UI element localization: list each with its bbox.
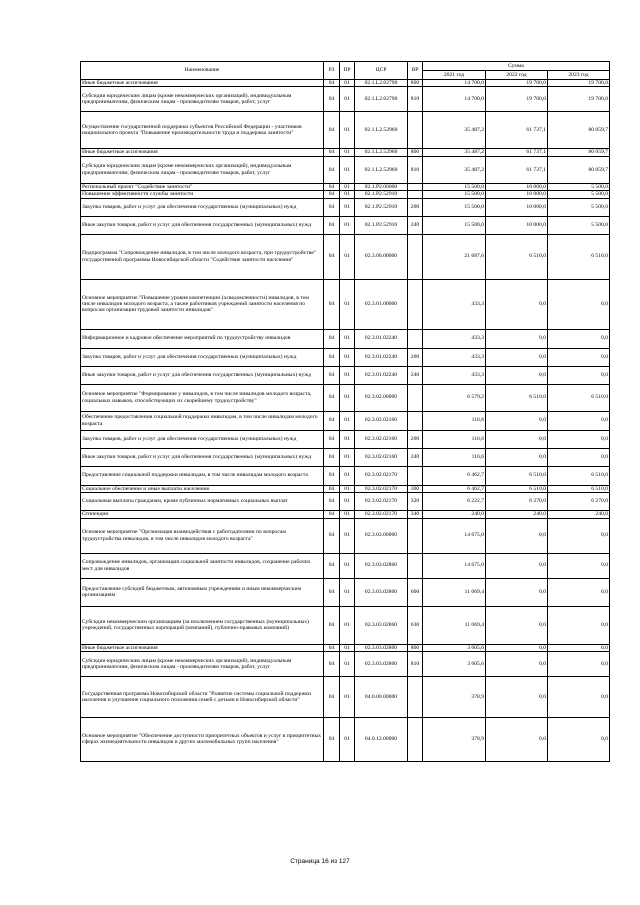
table-row bbox=[81, 651, 610, 676]
table-row bbox=[81, 578, 610, 606]
cell-vr: 600 bbox=[408, 578, 423, 606]
cell-pr: 01 bbox=[340, 80, 355, 87]
table-row bbox=[81, 183, 610, 190]
cell-vr: 800 bbox=[408, 80, 423, 87]
cell-vr bbox=[408, 191, 423, 198]
cell-pr: 01 bbox=[340, 717, 355, 761]
cell-rz: 04 bbox=[324, 511, 340, 518]
cell-vr: 200 bbox=[408, 430, 423, 448]
cell-2022: 10 000,0 bbox=[486, 216, 548, 234]
cell-vr: 810 bbox=[408, 651, 423, 676]
cell-name: Иные закупки товаров, работ и услуг для обеспечения государственных (муниципальных) нужд bbox=[81, 366, 324, 384]
cell-csr: 02.1.P2.00000 bbox=[355, 183, 408, 190]
cell-rz: 04 bbox=[324, 644, 340, 651]
cell-2023: 0,0 bbox=[548, 448, 610, 466]
cell-pr: 01 bbox=[340, 606, 355, 644]
cell-2021: 15 500,0 bbox=[423, 216, 486, 234]
cell-rz: 04 bbox=[324, 717, 340, 761]
cell-pr: 01 bbox=[340, 448, 355, 466]
cell-vr: 200 bbox=[408, 198, 423, 216]
cell-2023: 0,0 bbox=[548, 329, 610, 348]
cell-name: Основное мероприятие "Организация взаимодействия с работодателями по вопросам трудоустройства инвалидов, в том числе инвалидов молодого возраста" bbox=[81, 518, 324, 553]
cell-pr: 01 bbox=[340, 466, 355, 485]
cell-vr bbox=[408, 553, 423, 578]
cell-csr: 02.3.01.02240 bbox=[355, 348, 408, 366]
table-row bbox=[81, 149, 610, 156]
cell-2022: 6 510,0 bbox=[486, 234, 548, 279]
cell-2021: 14 700,0 bbox=[423, 80, 486, 87]
cell-2021: 35 487,2 bbox=[423, 156, 486, 183]
cell-csr: 02.3.02.02170 bbox=[355, 485, 408, 492]
cell-csr: 04.0.12.00000 bbox=[355, 717, 408, 761]
cell-vr bbox=[408, 717, 423, 761]
cell-2021: 240,0 bbox=[423, 511, 486, 518]
cell-2022: 61 737,1 bbox=[486, 149, 548, 156]
cell-2023: 80 059,7 bbox=[548, 156, 610, 183]
page-number: Страница 16 из 127 bbox=[290, 858, 350, 865]
cell-2021: 3 605,6 bbox=[423, 644, 486, 651]
cell-2023: 80 059,7 bbox=[548, 112, 610, 149]
cell-rz: 04 bbox=[324, 553, 340, 578]
cell-csr: 02.3.02.00000 bbox=[355, 384, 408, 411]
cell-2023: 0,0 bbox=[548, 578, 610, 606]
cell-2021: 15 500,0 bbox=[423, 183, 486, 190]
header-year-2022: 2022 год bbox=[486, 71, 548, 80]
cell-csr: 02.3.03.02860 bbox=[355, 553, 408, 578]
cell-2021: 11 069,4 bbox=[423, 578, 486, 606]
table-row bbox=[81, 493, 610, 511]
cell-csr: 02.3.03.02860 bbox=[355, 644, 408, 651]
cell-rz: 04 bbox=[324, 80, 340, 87]
cell-name: Иные закупки товаров, работ и услуг для обеспечения государственных (муниципальных) нужд bbox=[81, 216, 324, 234]
cell-2023: 0,0 bbox=[548, 430, 610, 448]
cell-csr: 02.1.L2.02790 bbox=[355, 87, 408, 112]
cell-rz: 04 bbox=[324, 578, 340, 606]
table-row bbox=[81, 676, 610, 717]
cell-2023: 6 270,0 bbox=[548, 493, 610, 511]
cell-2021: 433,3 bbox=[423, 329, 486, 348]
cell-2022: 0,0 bbox=[486, 366, 548, 384]
cell-csr: 02.3.01.02240 bbox=[355, 329, 408, 348]
cell-name: Иные бюджетные ассигнования bbox=[81, 644, 324, 651]
cell-2023: 0,0 bbox=[548, 348, 610, 366]
cell-2023: 0,0 bbox=[548, 676, 610, 717]
cell-name: Государственная программа Новосибирской области "Развитие системы социальной поддержки населения и улучшение социального положения семей с детьми в Новосибирской области" bbox=[81, 676, 324, 717]
cell-2022: 0,0 bbox=[486, 578, 548, 606]
cell-name: Субсидии юридическим лицам (кроме некоммерческих организаций), индивидуальным предпринимателям, физическим лицам - производителям товаров, работ, услуг bbox=[81, 156, 324, 183]
cell-rz: 04 bbox=[324, 87, 340, 112]
cell-csr: 02.3.03.02860 bbox=[355, 651, 408, 676]
cell-rz: 04 bbox=[324, 466, 340, 485]
cell-2022: 61 737,1 bbox=[486, 112, 548, 149]
cell-2023: 5 500,0 bbox=[548, 198, 610, 216]
cell-rz: 04 bbox=[324, 493, 340, 511]
table-row bbox=[81, 466, 610, 485]
cell-vr: 320 bbox=[408, 493, 423, 511]
budget-table bbox=[80, 61, 610, 762]
cell-2022: 10 000,0 bbox=[486, 191, 548, 198]
table-row bbox=[81, 191, 610, 198]
cell-vr bbox=[408, 466, 423, 485]
cell-rz: 04 bbox=[324, 366, 340, 384]
cell-2022: 6 510,0 bbox=[486, 485, 548, 492]
cell-name: Информационное и кадровое обеспечение мероприятий по трудоустройству инвалидов bbox=[81, 329, 324, 348]
cell-pr: 01 bbox=[340, 156, 355, 183]
cell-2023: 5 500,0 bbox=[548, 216, 610, 234]
cell-name: Повышение эффективности службы занятости bbox=[81, 191, 324, 198]
cell-csr: 02.1.L2.52960 bbox=[355, 156, 408, 183]
table-row bbox=[81, 644, 610, 651]
table-row bbox=[81, 606, 610, 644]
cell-2023: 6 510,0 bbox=[548, 234, 610, 279]
cell-2021: 116,6 bbox=[423, 448, 486, 466]
cell-pr: 01 bbox=[340, 485, 355, 492]
cell-pr: 01 bbox=[340, 87, 355, 112]
cell-2023: 0,0 bbox=[548, 279, 610, 329]
cell-name: Основное мероприятие "Формирование у инвалидов, в том числе инвалидов молодого возраста, социальных навыков, способствующих их скорейшему трудоустройству" bbox=[81, 384, 324, 411]
cell-name: Сопровождение инвалидов, организация социальной занятости инвалидов, сохранение рабочих мест для инвалидов bbox=[81, 553, 324, 578]
table-row bbox=[81, 485, 610, 492]
cell-csr: 02.1.P2.52910 bbox=[355, 191, 408, 198]
cell-pr: 01 bbox=[340, 430, 355, 448]
table-row bbox=[81, 717, 610, 761]
cell-name: Обеспечение предоставления социальной поддержки инвалидам, в том числе инвалидам молодого возраста bbox=[81, 411, 324, 430]
cell-pr: 01 bbox=[340, 366, 355, 384]
header-csr: ЦСР bbox=[355, 62, 408, 80]
cell-rz: 04 bbox=[324, 234, 340, 279]
cell-vr bbox=[408, 384, 423, 411]
cell-pr: 01 bbox=[340, 183, 355, 190]
header-vr: ВР bbox=[408, 62, 423, 80]
cell-pr: 01 bbox=[340, 348, 355, 366]
cell-2022: 0,0 bbox=[486, 651, 548, 676]
cell-rz: 04 bbox=[324, 329, 340, 348]
cell-name: Социальные выплаты гражданам, кроме публичных нормативных социальных выплат bbox=[81, 493, 324, 511]
cell-csr: 02.3.00.00000 bbox=[355, 234, 408, 279]
cell-vr: 810 bbox=[408, 156, 423, 183]
cell-csr: 02.3.02.02170 bbox=[355, 511, 408, 518]
cell-2021: 14 700,0 bbox=[423, 87, 486, 112]
cell-csr: 02.1.P2.52910 bbox=[355, 198, 408, 216]
cell-2023: 19 700,0 bbox=[548, 87, 610, 112]
cell-pr: 01 bbox=[340, 149, 355, 156]
cell-2022: 0,0 bbox=[486, 553, 548, 578]
cell-pr: 01 bbox=[340, 329, 355, 348]
cell-rz: 04 bbox=[324, 191, 340, 198]
cell-2021: 15 500,0 bbox=[423, 198, 486, 216]
table-row bbox=[81, 430, 610, 448]
cell-pr: 01 bbox=[340, 578, 355, 606]
cell-2021: 35 487,2 bbox=[423, 149, 486, 156]
cell-csr: 02.1.L2.52960 bbox=[355, 112, 408, 149]
cell-2021: 116,6 bbox=[423, 430, 486, 448]
cell-rz: 04 bbox=[324, 518, 340, 553]
cell-name: Предоставление субсидий бюджетным, автономным учреждениям и иным некоммерческим организациям bbox=[81, 578, 324, 606]
table-row bbox=[81, 112, 610, 149]
cell-rz: 04 bbox=[324, 676, 340, 717]
cell-vr bbox=[408, 329, 423, 348]
cell-2021: 6 222,7 bbox=[423, 493, 486, 511]
table-row bbox=[81, 156, 610, 183]
cell-name: Иные бюджетные ассигнования bbox=[81, 149, 324, 156]
cell-2023: 6 510,0 bbox=[548, 384, 610, 411]
header-rz: РЗ bbox=[324, 62, 340, 80]
table-row bbox=[81, 384, 610, 411]
table-row bbox=[81, 448, 610, 466]
cell-rz: 04 bbox=[324, 216, 340, 234]
cell-2022: 10 000,0 bbox=[486, 198, 548, 216]
cell-pr: 01 bbox=[340, 216, 355, 234]
cell-name: Стипендии bbox=[81, 511, 324, 518]
cell-pr: 01 bbox=[340, 511, 355, 518]
cell-2021: 14 675,0 bbox=[423, 553, 486, 578]
cell-csr: 02.3.02.02170 bbox=[355, 466, 408, 485]
cell-vr: 240 bbox=[408, 366, 423, 384]
cell-pr: 01 bbox=[340, 279, 355, 329]
cell-2022: 0,0 bbox=[486, 448, 548, 466]
cell-name: Региональный проект "Содействие занятости" bbox=[81, 183, 324, 190]
cell-csr: 02.3.02.02160 bbox=[355, 411, 408, 430]
table-row bbox=[81, 80, 610, 87]
cell-pr: 01 bbox=[340, 384, 355, 411]
cell-2021: 21 687,6 bbox=[423, 234, 486, 279]
cell-2023: 0,0 bbox=[548, 644, 610, 651]
cell-2022: 0,0 bbox=[486, 644, 548, 651]
cell-vr bbox=[408, 411, 423, 430]
cell-name: Подпрограмма "Сопровождение инвалидов, в том числе молодого возраста, при трудоустройстве" государственной программы Новосибирской области "Содействие занятости населения" bbox=[81, 234, 324, 279]
cell-name: Предоставление социальной поддержки инвалидам, в том числе инвалидам молодого возраста bbox=[81, 466, 324, 485]
cell-csr: 02.3.03.02860 bbox=[355, 578, 408, 606]
cell-2022: 19 700,0 bbox=[486, 87, 548, 112]
cell-rz: 04 bbox=[324, 485, 340, 492]
header-sums: Сумма bbox=[423, 62, 610, 71]
cell-2023: 19 700,0 bbox=[548, 80, 610, 87]
table-row bbox=[81, 329, 610, 348]
cell-pr: 01 bbox=[340, 198, 355, 216]
table-row bbox=[81, 348, 610, 366]
table-row bbox=[81, 279, 610, 329]
cell-csr: 02.3.02.02160 bbox=[355, 448, 408, 466]
header-year-2023: 2023 год bbox=[548, 71, 610, 80]
header-pr: ПР bbox=[340, 62, 355, 80]
cell-name: Основное мероприятие "Повышение уровня компетенции (осведомленности) инвалидов, в том числе инвалидов молодого возраста, а также работников учреждений занятости населения по вопросам организации трудовой занятости инвалидов" bbox=[81, 279, 324, 329]
cell-csr: 02.1.L2.52960 bbox=[355, 149, 408, 156]
cell-csr: 02.1.P2.52910 bbox=[355, 216, 408, 234]
cell-vr: 300 bbox=[408, 485, 423, 492]
cell-csr: 04.0.00.00000 bbox=[355, 676, 408, 717]
cell-pr: 01 bbox=[340, 493, 355, 511]
cell-2022: 0,0 bbox=[486, 279, 548, 329]
cell-csr: 02.3.03.02860 bbox=[355, 606, 408, 644]
cell-2022: 61 737,1 bbox=[486, 156, 548, 183]
cell-2021: 6 462,7 bbox=[423, 485, 486, 492]
cell-name: Закупка товаров, работ и услуг для обеспечения государственных (муниципальных) нужд bbox=[81, 348, 324, 366]
table-row bbox=[81, 553, 610, 578]
cell-name: Закупка товаров, работ и услуг для обеспечения государственных (муниципальных) нужд bbox=[81, 430, 324, 448]
cell-2023: 0,0 bbox=[548, 717, 610, 761]
cell-2021: 433,3 bbox=[423, 279, 486, 329]
cell-2021: 378,9 bbox=[423, 717, 486, 761]
cell-2023: 0,0 bbox=[548, 366, 610, 384]
cell-name: Иные закупки товаров, работ и услуг для обеспечения государственных (муниципальных) нужд bbox=[81, 448, 324, 466]
cell-pr: 01 bbox=[340, 644, 355, 651]
cell-rz: 04 bbox=[324, 430, 340, 448]
cell-csr: 02.3.02.02170 bbox=[355, 493, 408, 511]
cell-rz: 04 bbox=[324, 112, 340, 149]
cell-2022: 0,0 bbox=[486, 717, 548, 761]
cell-rz: 04 bbox=[324, 156, 340, 183]
cell-name: Субсидии юридическим лицам (кроме некоммерческих организаций), индивидуальным предпринимателям, физическим лицам - производителям товаров, работ, услуг bbox=[81, 651, 324, 676]
cell-2022: 0,0 bbox=[486, 606, 548, 644]
cell-2022: 0,0 bbox=[486, 676, 548, 717]
cell-2022: 0,0 bbox=[486, 411, 548, 430]
cell-2022: 6 270,0 bbox=[486, 493, 548, 511]
table-row bbox=[81, 411, 610, 430]
cell-pr: 01 bbox=[340, 651, 355, 676]
cell-pr: 01 bbox=[340, 553, 355, 578]
cell-csr: 02.3.01.00000 bbox=[355, 279, 408, 329]
cell-pr: 01 bbox=[340, 112, 355, 149]
cell-2021: 3 605,6 bbox=[423, 651, 486, 676]
cell-2023: 6 510,0 bbox=[548, 485, 610, 492]
cell-rz: 04 bbox=[324, 198, 340, 216]
cell-rz: 04 bbox=[324, 279, 340, 329]
cell-2022: 0,0 bbox=[486, 348, 548, 366]
cell-vr: 810 bbox=[408, 87, 423, 112]
cell-pr: 01 bbox=[340, 676, 355, 717]
cell-name: Основное мероприятие "Обеспечение доступности приоритетных объектов и услуг в приоритетных сферах жизнедеятельности инвалидов и других маломобильных групп населения" bbox=[81, 717, 324, 761]
cell-name: Социальное обеспечение и иные выплаты населению bbox=[81, 485, 324, 492]
cell-name: Закупка товаров, работ и услуг для обеспечения государственных (муниципальных) нужд bbox=[81, 198, 324, 216]
cell-pr: 01 bbox=[340, 191, 355, 198]
cell-vr bbox=[408, 112, 423, 149]
cell-2021: 6 579,2 bbox=[423, 384, 486, 411]
cell-name: Субсидии юридическим лицам (кроме некоммерческих организаций), индивидуальным предпринимателям, физическим лицам - производителям товаров, работ, услуг bbox=[81, 87, 324, 112]
cell-2023: 240,0 bbox=[548, 511, 610, 518]
cell-vr bbox=[408, 183, 423, 190]
cell-pr: 01 bbox=[340, 234, 355, 279]
cell-vr: 240 bbox=[408, 216, 423, 234]
cell-2023: 0,0 bbox=[548, 651, 610, 676]
header-name: Наименование bbox=[81, 62, 324, 80]
cell-csr: 02.3.02.02160 bbox=[355, 430, 408, 448]
cell-2023: 80 059,7 bbox=[548, 149, 610, 156]
cell-2021: 433,3 bbox=[423, 366, 486, 384]
cell-vr bbox=[408, 676, 423, 717]
cell-vr: 200 bbox=[408, 348, 423, 366]
table-row bbox=[81, 511, 610, 518]
table-row bbox=[81, 87, 610, 112]
cell-vr: 340 bbox=[408, 511, 423, 518]
cell-vr: 800 bbox=[408, 149, 423, 156]
table-row bbox=[81, 198, 610, 216]
cell-2023: 5 500,0 bbox=[548, 191, 610, 198]
cell-name: Субсидии некоммерческим организациям (за исключением государственных (муниципальных) учреждений, государственных корпораций (компаний), публично-правовых компаний) bbox=[81, 606, 324, 644]
cell-rz: 04 bbox=[324, 149, 340, 156]
cell-2023: 0,0 bbox=[548, 606, 610, 644]
cell-2022: 0,0 bbox=[486, 518, 548, 553]
cell-rz: 04 bbox=[324, 384, 340, 411]
cell-csr: 02.1.L2.02790 bbox=[355, 80, 408, 87]
cell-rz: 04 bbox=[324, 606, 340, 644]
cell-vr: 240 bbox=[408, 448, 423, 466]
cell-name: Осуществление государственной поддержки субъектов Российской Федерации - участников национального проекта "Повышение производительности труда и поддержка занятости" bbox=[81, 112, 324, 149]
cell-rz: 04 bbox=[324, 411, 340, 430]
cell-vr bbox=[408, 279, 423, 329]
header-year-2021: 2021 год bbox=[423, 71, 486, 80]
cell-2021: 378,9 bbox=[423, 676, 486, 717]
cell-rz: 04 bbox=[324, 183, 340, 190]
cell-2022: 240,0 bbox=[486, 511, 548, 518]
cell-2022: 19 700,0 bbox=[486, 80, 548, 87]
cell-name: Иные бюджетные ассигнования bbox=[81, 80, 324, 87]
table-body bbox=[81, 80, 610, 762]
cell-2023: 6 510,0 bbox=[548, 466, 610, 485]
cell-2021: 6 462,7 bbox=[423, 466, 486, 485]
cell-2021: 116,6 bbox=[423, 411, 486, 430]
cell-2022: 0,0 bbox=[486, 329, 548, 348]
cell-2021: 433,3 bbox=[423, 348, 486, 366]
cell-2021: 15 500,0 bbox=[423, 191, 486, 198]
cell-csr: 02.3.01.02240 bbox=[355, 366, 408, 384]
cell-pr: 01 bbox=[340, 411, 355, 430]
cell-vr: 800 bbox=[408, 644, 423, 651]
cell-vr bbox=[408, 518, 423, 553]
table-row bbox=[81, 518, 610, 553]
cell-vr bbox=[408, 234, 423, 279]
cell-pr: 01 bbox=[340, 518, 355, 553]
cell-rz: 04 bbox=[324, 448, 340, 466]
table-row bbox=[81, 234, 610, 279]
cell-rz: 04 bbox=[324, 651, 340, 676]
cell-2023: 0,0 bbox=[548, 518, 610, 553]
cell-2022: 0,0 bbox=[486, 430, 548, 448]
cell-rz: 04 bbox=[324, 348, 340, 366]
cell-2023: 5 500,0 bbox=[548, 183, 610, 190]
cell-2023: 0,0 bbox=[548, 553, 610, 578]
cell-2022: 10 000,0 bbox=[486, 183, 548, 190]
table-row bbox=[81, 366, 610, 384]
cell-2021: 35 487,2 bbox=[423, 112, 486, 149]
cell-csr: 02.3.03.00000 bbox=[355, 518, 408, 553]
table-row bbox=[81, 216, 610, 234]
cell-2021: 11 069,4 bbox=[423, 606, 486, 644]
cell-2021: 14 675,0 bbox=[423, 518, 486, 553]
cell-2022: 6 510,0 bbox=[486, 466, 548, 485]
cell-vr: 630 bbox=[408, 606, 423, 644]
cell-2022: 6 510,0 bbox=[486, 384, 548, 411]
cell-2023: 0,0 bbox=[548, 411, 610, 430]
